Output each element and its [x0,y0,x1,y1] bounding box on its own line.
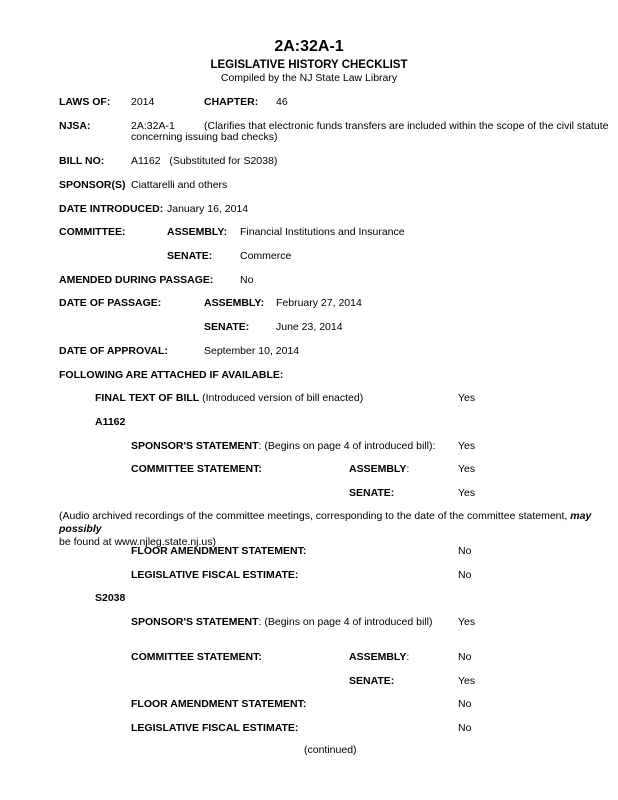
s2038-committee-assembly-colon: : [406,651,410,663]
page-title: LEGISLATIVE HISTORY CHECKLIST [210,59,408,71]
s2038-committee-assembly-row [349,651,409,664]
amended-value: No [240,274,254,286]
statute-code-heading: 2A:32A-1 [274,38,344,55]
a1162-committee-senate-value: Yes [458,487,476,499]
laws-of-label: LAWS OF: [59,96,111,108]
final-text-value: Yes [458,392,476,404]
s2038-committee-senate-label: SENATE: [349,675,395,687]
a1162-committee-assembly-row [349,463,409,476]
amended-label: AMENDED DURING PASSAGE: [59,274,214,286]
audio-note-text: (Audio archived recordings of the committee meetings, corresponding to the date of the committee statement, [59,510,571,522]
njsa-description-line1: (Clarifies that electronic funds transfers are included within the scope of the civil statute [204,120,609,132]
sponsors-label: SPONSOR(S) [59,179,126,191]
s2038-sponsor-statement-note: : (Begins on page 4 of introduced bill) [258,616,433,628]
committee-assembly-label: ASSEMBLY: [167,226,228,238]
s2038-committee-assembly-value: No [458,651,472,663]
a1162-committee-statement-label: COMMITTEE STATEMENT: [131,463,262,475]
final-text-row [95,392,363,405]
laws-of-value: 2014 [131,96,155,108]
a1162-committee-assembly-colon: : [406,463,410,475]
a1162-sponsor-statement-row [131,440,435,453]
njsa-description-line2: concerning issuing bad checks) [131,131,278,143]
final-text-note: (Introduced version of bill enacted) [199,392,364,404]
s2038-floor-amendment-value: No [458,698,472,710]
date-of-approval-label: DATE OF APPROVAL: [59,345,168,357]
njsa-value: 2A:32A-1 [131,120,175,132]
s2038-fiscal-estimate-value: No [458,722,472,734]
bill-no-label: BILL NO: [59,155,105,167]
njsa-label: NJSA: [59,120,91,132]
s2038-committee-assembly-label: ASSEMBLY [349,651,407,663]
committee-label: COMMITTEE: [59,226,126,238]
a1162-committee-senate-label: SENATE: [349,487,395,499]
passage-assembly-value: February 27, 2014 [276,297,362,309]
s2038-committee-senate-value: Yes [458,675,476,687]
chapter-value: 46 [276,96,288,108]
date-of-approval-value: September 10, 2014 [204,345,300,357]
a1162-sponsor-statement-label: SPONSOR'S STATEMENT [131,440,259,452]
passage-senate-value: June 23, 2014 [276,321,343,333]
a1162-committee-assembly-label: ASSEMBLY [349,463,407,475]
audio-note-emphasis: may possibly [59,510,592,535]
s2038-committee-statement-label: COMMITTEE STATEMENT: [131,651,262,663]
audio-note-text-2: be found at www.njleg.state.nj.us) [59,536,217,548]
a1162-committee-assembly-value: Yes [458,463,476,475]
chapter-label: CHAPTER: [204,96,259,108]
s2038-floor-amendment-label: FLOOR AMENDMENT STATEMENT: [131,698,307,710]
committee-senate-value: Commerce [240,250,292,262]
s2038-fiscal-estimate-label: LEGISLATIVE FISCAL ESTIMATE: [131,722,299,734]
page-subtitle: Compiled by the NJ State Law Library [220,72,398,84]
sponsors-value: Ciattarelli and others [131,179,228,191]
final-text-label: FINAL TEXT OF BILL [95,392,200,404]
a1162-floor-amendment-value: No [458,545,472,557]
passage-assembly-label: ASSEMBLY: [204,297,265,309]
committee-senate-label: SENATE: [167,250,213,262]
bill-no-value: A1162 (Substituted for S2038) [131,155,278,167]
a1162-fiscal-estimate-value: No [458,569,472,581]
continued-note: (continued) [304,744,357,756]
passage-senate-label: SENATE: [204,321,250,333]
committee-assembly-value: Financial Institutions and Insurance [240,226,405,238]
date-of-passage-label: DATE OF PASSAGE: [59,297,162,309]
date-introduced-label: DATE INTRODUCED: [59,203,164,215]
s2038-heading: S2038 [95,592,126,604]
a1162-heading: A1162 [95,416,126,428]
s2038-sponsor-statement-label: SPONSOR'S STATEMENT [131,616,259,628]
s2038-sponsor-statement-value: Yes [458,616,476,628]
a1162-sponsor-statement-note: : (Begins on page 4 of introduced bill): [258,440,436,452]
a1162-floor-amendment-label: FLOOR AMENDMENT STATEMENT: [131,545,307,557]
audio-note [59,510,604,549]
a1162-fiscal-estimate-label: LEGISLATIVE FISCAL ESTIMATE: [131,569,299,581]
attached-heading: FOLLOWING ARE ATTACHED IF AVAILABLE: [59,369,284,381]
a1162-sponsor-statement-value: Yes [458,440,476,452]
date-introduced-value: January 16, 2014 [167,203,249,215]
s2038-sponsor-statement-row [131,616,433,629]
